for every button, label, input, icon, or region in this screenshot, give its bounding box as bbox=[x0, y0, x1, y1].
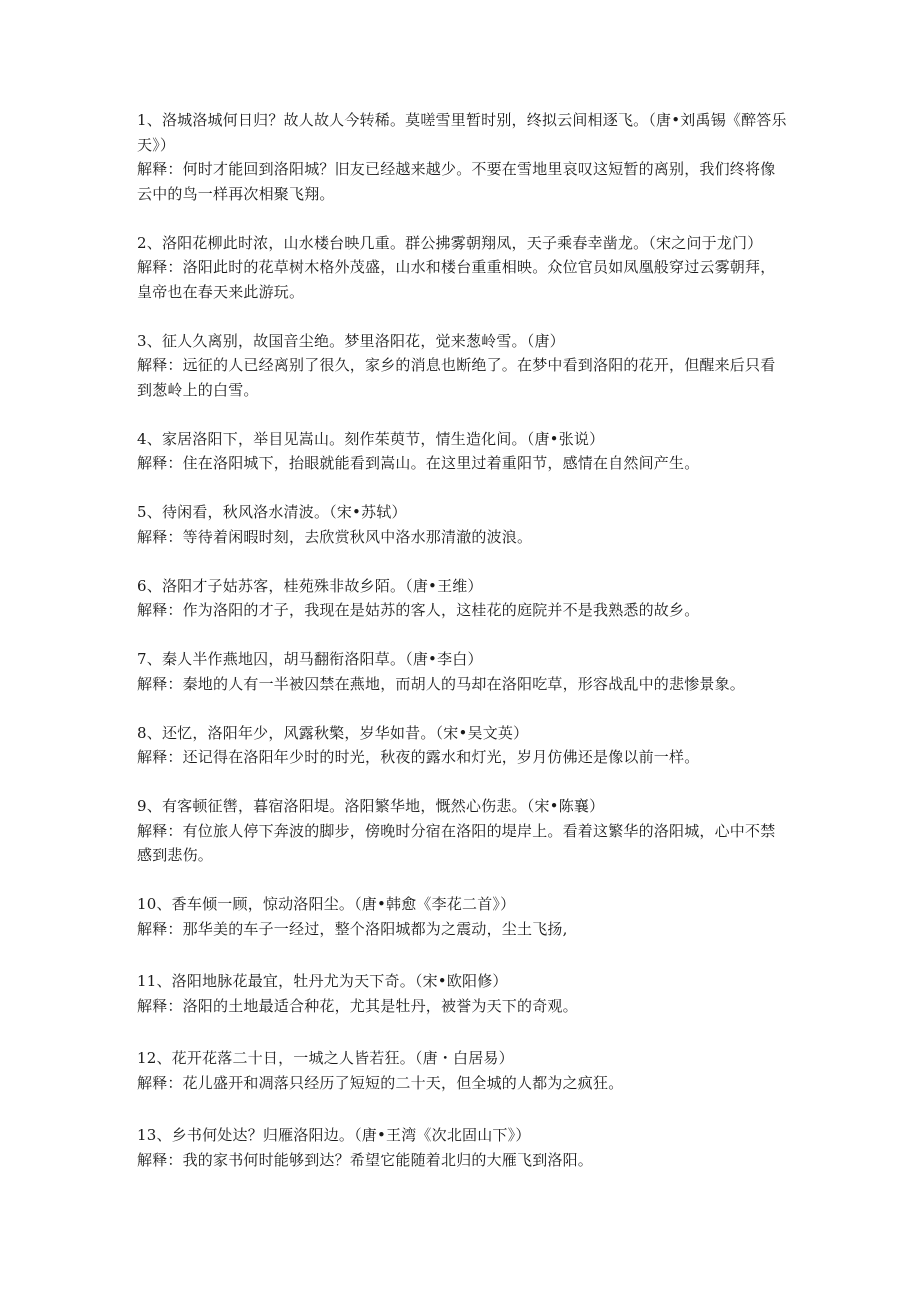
poem-entry-9 bbox=[137, 794, 787, 868]
poem-verse: 10、香车倾一顾，惊动洛阳尘。（唐•韩愈《李花二首》） bbox=[137, 895, 516, 913]
poem-explanation: 解释：有位旅人停下奔波的脚步，傍晚时分宿在洛阳的堤岸上。看着这繁华的洛阳城，心中不禁感到悲伤。 bbox=[137, 821, 776, 864]
document-page bbox=[137, 108, 787, 1172]
poem-entry-6 bbox=[137, 574, 787, 623]
poem-explanation: 解释：住在洛阳城下，抬眼就能看到嵩山。在这里过着重阳节，感情在自然间产生。 bbox=[137, 454, 700, 472]
poem-explanation: 解释：还记得在洛阳年少时的时光，秋夜的露水和灯光，岁月仿佛还是像以前一样。 bbox=[137, 748, 700, 766]
poem-verse: 9、有客顿征辔，暮宿洛阳堤。洛阳繁华地，慨然心伤悲。（宋•陈襄） bbox=[137, 797, 605, 815]
poem-explanation: 解释：等待着闲暇时刻，去欣赏秋风中洛水那清澈的波浪。 bbox=[137, 527, 533, 546]
poem-explanation: 解释：远征的人已经离别了很久，家乡的消息也断绝了。在梦中看到洛阳的花开，但醒来后只看到葱岭上的白雪。 bbox=[137, 356, 776, 399]
poem-verse: 1、洛城洛城何日归？故人故人今转稀。莫嗟雪里暂时别，终拟云间相逐飞。（唐•刘禹锡《醉答乐天》） bbox=[137, 111, 787, 154]
poem-verse: 7、秦人半作燕地囚，胡马翻衔洛阳草。（唐•李白） bbox=[137, 650, 483, 668]
poem-verse: 4、家居洛阳下，举目见嵩山。刻作茱萸节，情生造化间。（唐•张说） bbox=[137, 429, 605, 448]
poem-verse: 11、洛阳地脉花最宜，牡丹尤为天下奇。（宋•欧阳修） bbox=[137, 972, 508, 990]
poem-entry-3 bbox=[137, 329, 787, 403]
poem-verse: 3、征人久离别，故国音尘绝。梦里洛阳花，觉来葱岭雪。（唐） bbox=[137, 331, 565, 350]
poem-verse: 8、还忆，洛阳年少，风露秋檠，岁华如昔。（宋•吴文英） bbox=[137, 723, 529, 742]
poem-verse: 6、洛阳才子姑苏客，桂苑殊非故乡陌。（唐•王维） bbox=[137, 576, 483, 595]
poem-entry-4 bbox=[137, 427, 787, 476]
poem-entry-12 bbox=[137, 1046, 787, 1095]
poem-explanation: 解释：秦地的人有一半被囚禁在燕地，而胡人的马却在洛阳吃草，形容战乱中的悲惨景象。 bbox=[137, 674, 746, 693]
poem-verse: 5、待闲看，秋风洛水清波。（宋•苏轼） bbox=[137, 503, 407, 521]
poem-explanation: 解释：我的家书何时能够到达？希望它能随着北归的大雁飞到洛阳。 bbox=[137, 1150, 594, 1169]
poem-entry-2 bbox=[137, 231, 787, 305]
poem-entry-10 bbox=[137, 892, 787, 941]
poem-explanation: 解释：何时才能回到洛阳城？旧友已经越来越少。不要在雪地里哀叹这短暂的离别，我们终将像云中的鸟一样再次相聚飞翔。 bbox=[137, 160, 776, 203]
poem-explanation: 解释：洛阳的土地最适合种花，尤其是牡丹，被誉为天下的奇观。 bbox=[137, 996, 578, 1015]
poem-verse: 2、洛阳花柳此时浓，山水楼台映几重。群公拂雾朝翔凤，天子乘春幸凿龙。（宋之问于龙门） bbox=[137, 233, 763, 252]
poem-verse: 12、花开花落二十日，一城之人皆若狂。（唐・白居易） bbox=[137, 1049, 514, 1067]
poem-explanation: 解释：作为洛阳的才子，我现在是姑苏的客人，这桂花的庭院并不是我熟悉的故乡。 bbox=[137, 601, 700, 619]
poem-entry-8 bbox=[137, 721, 787, 770]
poem-explanation: 解释：洛阳此时的花草树木格外茂盛，山水和楼台重重相映。众位官员如凤凰般穿过云雾朝拜，皇帝也在春天来此游玩。 bbox=[137, 258, 776, 301]
poem-entry-1 bbox=[137, 108, 787, 206]
poem-explanation: 解释：花儿盛开和凋落只经历了短短的二十天，但全城的人都为之疯狂。 bbox=[137, 1073, 624, 1092]
poem-verse: 13、乡书何处达？归雁洛阳边。（唐•王湾《次北固山下》） bbox=[137, 1126, 531, 1144]
poem-entry-13 bbox=[137, 1123, 787, 1172]
poem-entry-5 bbox=[137, 500, 787, 549]
poem-entry-7 bbox=[137, 647, 787, 696]
poem-entry-11 bbox=[137, 969, 787, 1018]
poem-explanation: 解释：那华美的车子一经过，整个洛阳城都为之震动，尘土飞扬, bbox=[137, 919, 568, 938]
